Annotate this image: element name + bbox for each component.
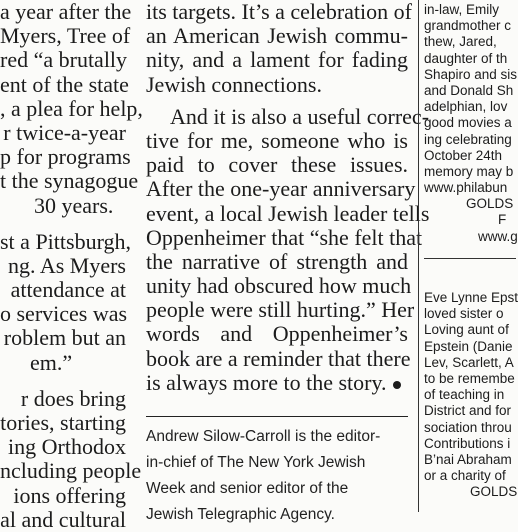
text-line: st a Pittsburgh, [0, 228, 132, 254]
obit-line: GOLDS [466, 196, 514, 212]
article-column-left [0, 0, 143, 532]
obit-line: daughter of th [424, 50, 508, 66]
text-line: ing Orthodox [8, 434, 126, 460]
obit-line: adelphian, lov [424, 99, 508, 115]
text-line: ng. As Myers [8, 252, 126, 278]
obit-line: District and for [424, 403, 512, 419]
obit-line: www.philabun [424, 180, 508, 196]
text-line: , a plea for help, [0, 95, 143, 121]
text-line: Myers, Tree of [0, 23, 131, 49]
text-line: em.” [30, 349, 73, 375]
text-line: o services was [0, 301, 128, 327]
text-line [0, 218, 128, 230]
text-line: red “a brutally [0, 47, 128, 73]
column-divider [418, 0, 419, 512]
obit-line: October 24th [424, 147, 503, 163]
text-line: an American Jewish commu- [146, 23, 408, 49]
text-line: r does bring [20, 385, 126, 411]
author-bio [146, 424, 408, 528]
text-line: event, a local Jewish leader tells [146, 200, 430, 226]
obit-line: B’nai Abraham [424, 451, 512, 467]
text-line-final [146, 371, 408, 395]
text-line: the narrative of strength and [146, 248, 408, 274]
text-line: a year after the [0, 0, 132, 24]
bio-line: Jewish Telegraphic Agency. [146, 506, 335, 523]
obit-line: or a charity of [424, 468, 506, 484]
text-line: After the one-year anniversary [146, 176, 416, 202]
bio-line: in-chief of The New York Jewish [146, 454, 366, 471]
bio-line: Week and senior editor of the [146, 480, 349, 497]
obit-line: F [498, 212, 507, 228]
text-line: tive for me, someone who is [146, 127, 408, 153]
obit-line: GOLDS [470, 484, 518, 500]
obit-line: Lev, Scarlett, A [424, 354, 514, 370]
text-line: nity, and a lament for fading [146, 47, 408, 73]
obit-line: Loving aunt of [424, 322, 509, 338]
text-line: paid to cover these issues. [146, 152, 408, 178]
text-line: roblem but an [3, 325, 126, 351]
text-line: tories, starting [0, 410, 126, 435]
obituary-column-bottom [424, 290, 518, 500]
text-line: r twice-a-year [3, 119, 126, 145]
text-line: unity had obscured how much [146, 273, 412, 299]
text-line: is always more to the story. [146, 369, 387, 395]
obituary-divider [424, 258, 516, 259]
text-line: book are a reminder that there [146, 345, 411, 371]
text-line: Oppenheimer that “she felt that [146, 224, 423, 250]
obit-line: www.g [478, 228, 518, 244]
bio-line: Andrew Silow-Carroll is the editor- [146, 428, 381, 445]
text-line: attendance at [10, 277, 126, 303]
text-line: people were still hurting.” Her [146, 297, 415, 323]
text-line [0, 375, 128, 387]
text-line: And it is also a useful correc- [170, 103, 430, 129]
obit-line: sociation throu [424, 419, 512, 435]
obit-line: good movies a [424, 115, 512, 131]
obit-line: to be remembe [424, 370, 515, 386]
text-line: al and cultural [0, 506, 126, 532]
text-line: its targets. It’s a celebration of [146, 0, 412, 24]
obit-line: Eve Lynne Epst [424, 290, 518, 305]
bio-divider [146, 416, 408, 417]
text-line: ent of the state [0, 71, 129, 97]
obit-line: grandmother c [424, 18, 512, 34]
text-line: words and Oppenheimer’s [146, 321, 408, 347]
text-line: ncluding people [0, 458, 142, 484]
obit-line: thew, Jared, [424, 34, 497, 50]
obit-line: Shapiro and sis [424, 66, 518, 82]
obit-line: in-law, Emily [424, 2, 500, 17]
obit-line: memory may b [424, 163, 514, 179]
obit-line: Epstein (Danie [424, 338, 513, 354]
obit-line: and Donald Sh [424, 82, 514, 98]
text-line: ions offering [13, 482, 126, 508]
obit-line: Contributions i [424, 435, 511, 451]
end-mark-icon [393, 381, 401, 389]
obit-line: loved sister o [424, 306, 504, 322]
text-line: 30 years. [34, 192, 114, 218]
text-line: Jewish connections. [146, 71, 322, 97]
text-line: t the synagogue [0, 168, 139, 194]
obit-line: of teaching in [424, 387, 505, 403]
text-line: p for programs [0, 144, 131, 170]
obituary-column-top [424, 2, 518, 245]
obit-line: ing celebrating [424, 131, 512, 147]
